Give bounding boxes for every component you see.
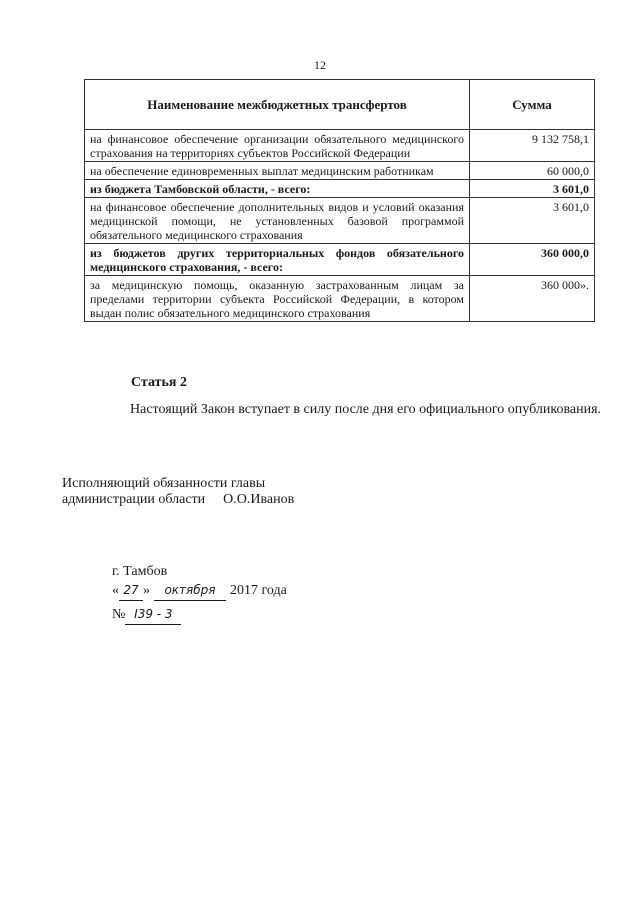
quote-open: « [112,583,119,598]
row-name: из бюджетов других территориальных фондов обязательного медицинского страхования, - всего: [85,244,470,276]
signature-position-line2: администрации области [62,492,206,507]
row-sum: 3 601,0 [470,198,595,244]
signature-block [62,476,294,508]
place-date-block [112,562,287,625]
date-month: октября [154,581,226,601]
page-number: 12 [314,58,326,72]
row-sum: 360 000». [470,276,595,322]
quote-close: » [143,583,150,598]
transfers-table [84,79,595,322]
row-name: на финансовое обеспечение организации обязательного медицинского страхования на территориях субъектов Российской Федерации [85,130,470,162]
row-sum: 3 601,0 [470,180,595,198]
date-day: 27 [119,581,143,601]
table-row [85,276,595,322]
row-sum: 360 000,0 [470,244,595,276]
table-header-row [85,80,595,130]
row-sum: 9 132 758,1 [470,130,595,162]
row-name: из бюджета Тамбовской области, - всего: [85,180,470,198]
article-text: Настоящий Закон вступает в силу после дня его официального опубликования. [130,402,602,417]
signature-name: О.О.Иванов [223,492,295,507]
table-row [85,198,595,244]
row-name: на обеспечение единовременных выплат медицинским работникам [85,162,470,180]
law-number: I39 - 3 [125,605,181,625]
row-name: за медицинскую помощь, оказанную застрахованным лицам за пределами территории субъекта Российской Федерации, в котором выдан полис обязательного медицинского страхования [85,276,470,322]
date-year: 2017 года [230,583,287,598]
table-row-total [85,180,595,198]
table-row [85,130,595,162]
article-title: Статья 2 [131,375,187,390]
header-sum: Сумма [470,80,595,130]
row-name: на финансовое обеспечение дополнительных видов и условий оказания медицинской помощи, не установленных базовой программой обязательного медицинского страхования [85,198,470,244]
header-name: Наименование межбюджетных трансфертов [85,80,470,130]
city: г. Тамбов [112,564,168,579]
table-row [85,162,595,180]
number-prefix: № [112,607,126,622]
date-line [112,581,287,601]
signature-position-line1: Исполняющий обязанности главы [62,476,266,491]
table-row-total [85,244,595,276]
number-line [112,605,287,625]
row-sum: 60 000,0 [470,162,595,180]
